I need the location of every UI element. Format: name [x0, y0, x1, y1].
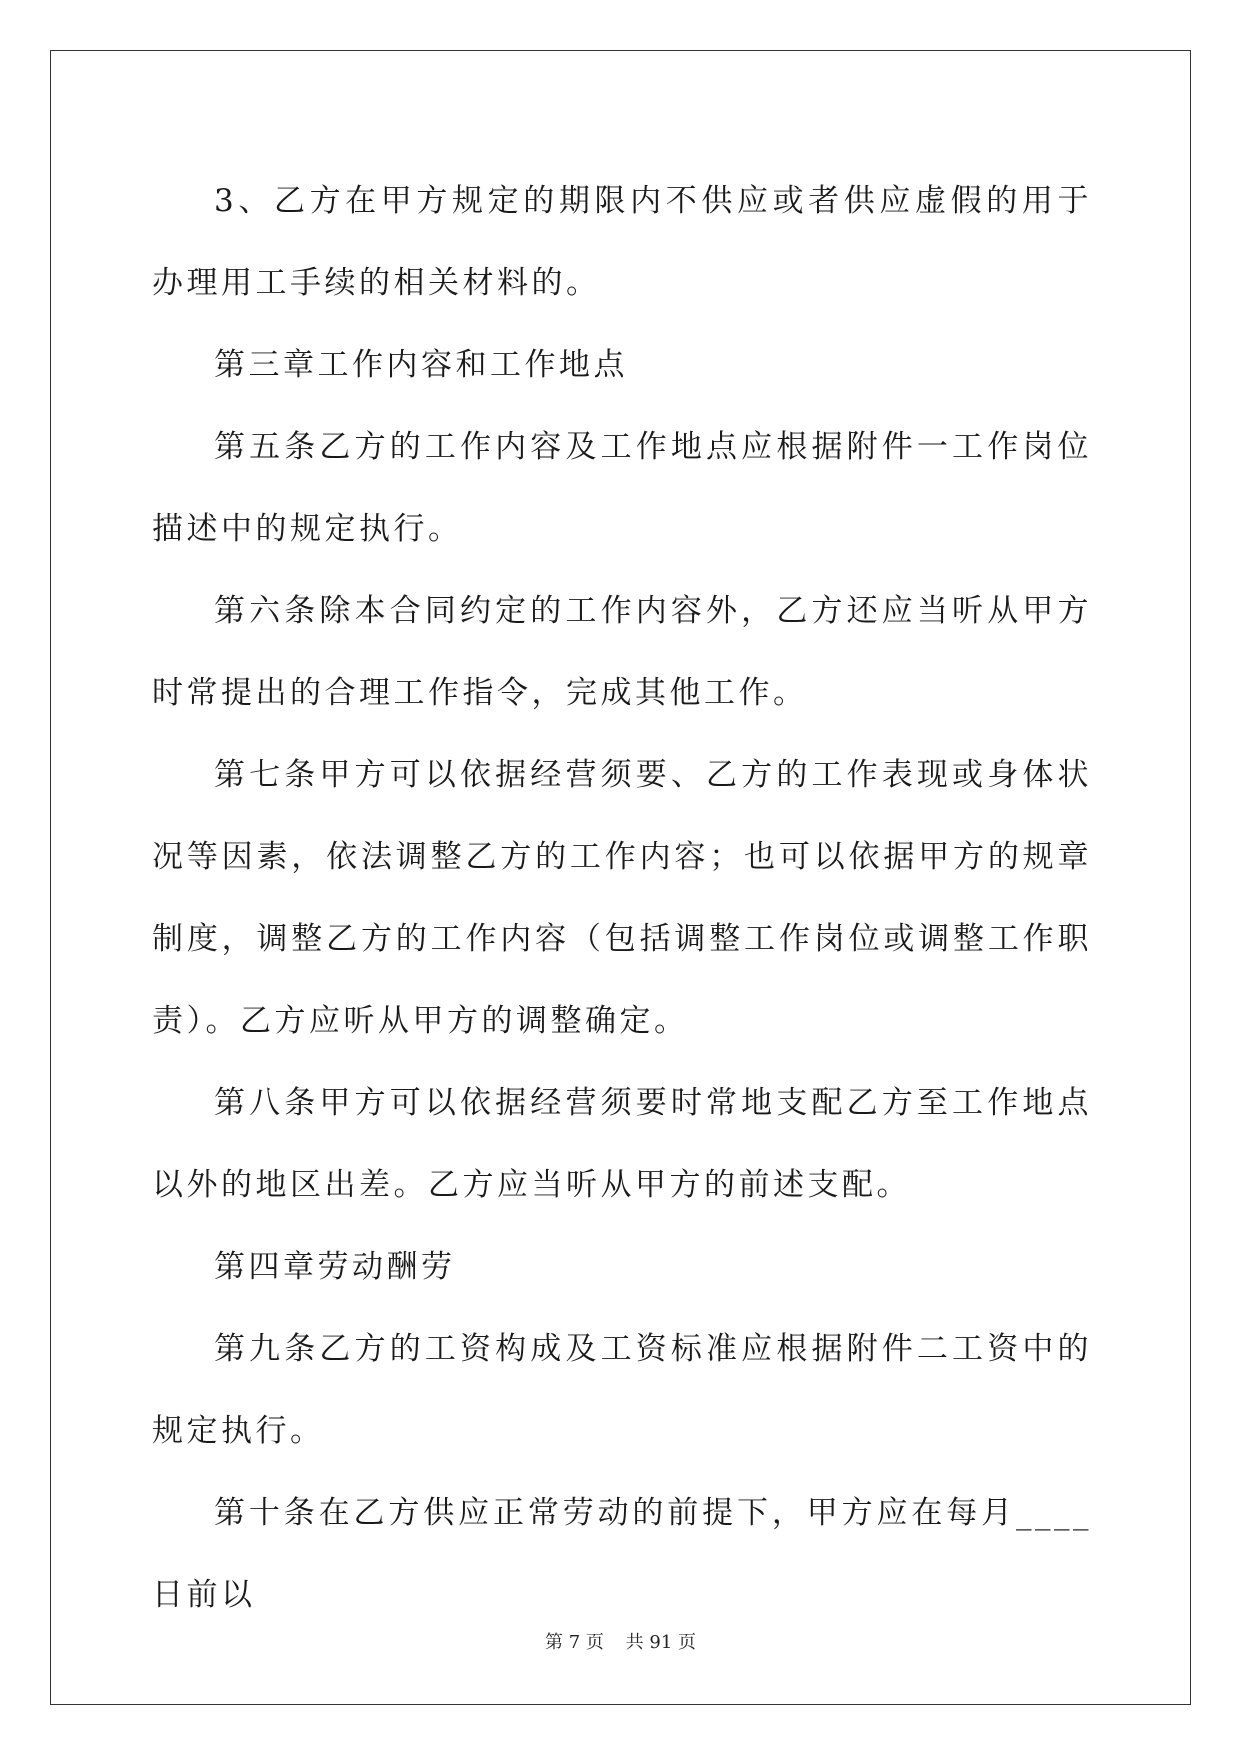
- article-7: 第七条甲方可以依据经营须要、乙方的工作表现或身体状况等因素，依法调整乙方的工作内容；也可以依据甲方的规章制度，调整乙方的工作内容（包括调整工作岗位或调整工作职责）。乙方应听从甲方的调整确定。: [152, 757, 1092, 1039]
- page-number: 第 7 页: [545, 1632, 604, 1653]
- article-6: 第六条除本合同约定的工作内容外，乙方还应当听从甲方时常提出的合理工作指令，完成其他工作。: [152, 593, 1092, 711]
- article-9: 第九条乙方的工资构成及工资标准应根据附件二工资中的规定执行。: [152, 1331, 1092, 1449]
- article-10: 第十条在乙方供应正常劳动的前提下，甲方应在每月____日前以: [152, 1495, 1092, 1613]
- page-total: 共 91 页: [625, 1632, 696, 1653]
- document-body: [152, 160, 1092, 1636]
- chapter-heading-4: 第四章劳动酬劳: [214, 1249, 456, 1285]
- article-8: 第八条甲方可以依据经营须要时常地支配乙方至工作地点以外的地区出差。乙方应当听从甲方的前述支配。: [152, 1085, 1092, 1203]
- paragraph-1: 3、乙方在甲方规定的期限内不供应或者供应虚假的用于办理用工手续的相关材料的。: [152, 183, 1092, 301]
- chapter-heading-3: 第三章工作内容和工作地点: [214, 347, 628, 383]
- page-footer: [0, 1628, 1241, 1654]
- article-5: 第五条乙方的工作内容及工作地点应根据附件一工作岗位描述中的规定执行。: [152, 429, 1092, 547]
